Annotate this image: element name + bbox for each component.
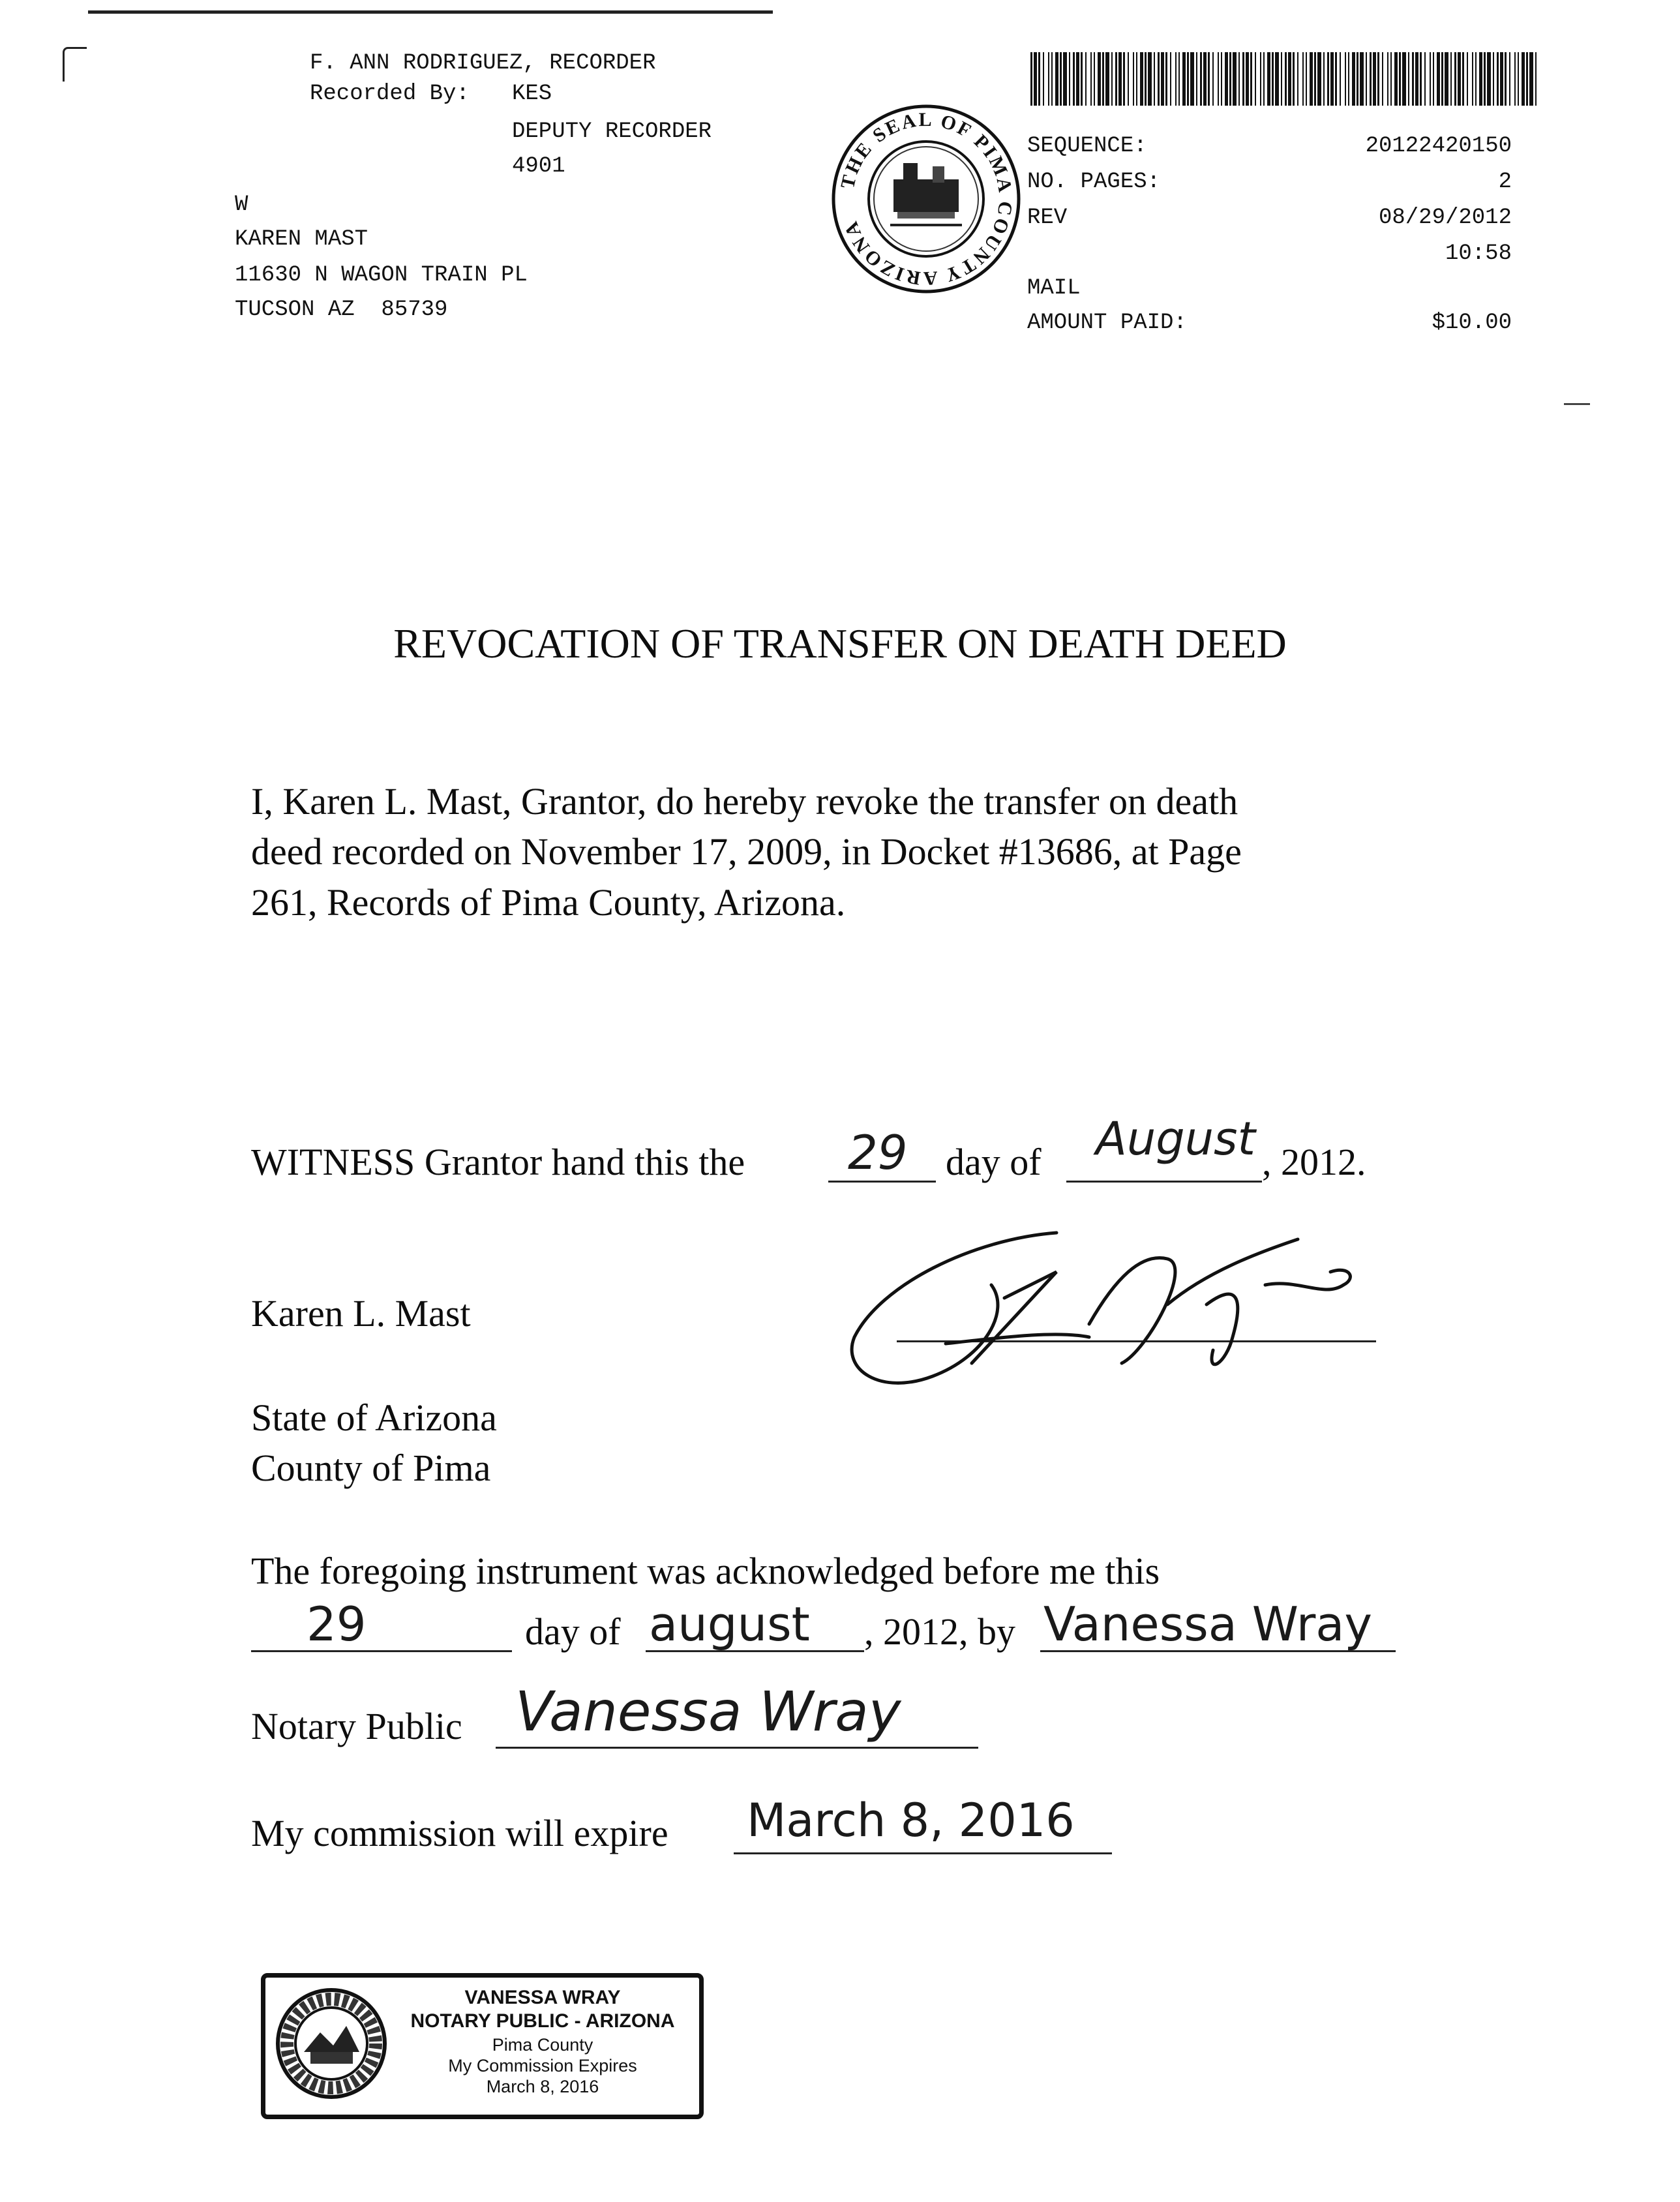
barcode-bar: [1415, 52, 1418, 106]
ack-year-by: , 2012, by: [864, 1610, 1015, 1653]
barcode-bar: [1387, 52, 1388, 106]
barcode-bar: [1288, 52, 1291, 106]
county-line: County of Pima: [251, 1447, 491, 1489]
barcode-bar: [1458, 52, 1461, 106]
barcode-bar: [1187, 52, 1189, 106]
amount-label: AMOUNT PAID:: [1027, 310, 1187, 335]
amount-value: $10.00: [1432, 310, 1512, 335]
ack-day: 29: [307, 1597, 367, 1652]
barcode-bar: [1115, 52, 1117, 106]
barcode-bar: [1123, 52, 1125, 106]
barcode-bar: [1034, 52, 1037, 106]
scan-mark-corner: [63, 47, 87, 82]
barcode-bar: [1076, 52, 1079, 106]
barcode-bar: [1437, 52, 1440, 106]
barcode-bar: [1420, 52, 1422, 106]
barcode-bar: [1081, 52, 1083, 106]
barcode-bar: [1454, 52, 1456, 106]
mail-name: KAREN MAST: [235, 227, 368, 252]
barcode-bar: [1462, 52, 1464, 106]
barcode-bar: [1043, 52, 1044, 106]
barcode-bar: [1098, 52, 1101, 106]
barcode-bar: [1382, 52, 1383, 106]
witness-day: 29: [848, 1125, 908, 1180]
stamp-county: Pima County: [492, 2035, 593, 2055]
ack-month: august: [649, 1597, 810, 1652]
barcode-bar: [1133, 52, 1134, 106]
barcode-bar: [1229, 52, 1231, 106]
barcode-bar: [1317, 52, 1321, 106]
barcode-bar: [1218, 52, 1219, 106]
witness-month: August: [1096, 1112, 1255, 1166]
barcode-bar: [1302, 52, 1304, 106]
barcode-bar: [1203, 52, 1207, 106]
barcode-bar: [1038, 52, 1040, 106]
barcode-bar: [1069, 52, 1070, 106]
barcode-bar: [1136, 52, 1137, 106]
acknowledgement-line: The foregoing instrument was acknowledged before me this: [251, 1550, 1160, 1592]
barcode-bar: [1327, 52, 1329, 106]
delivery-method: MAIL: [1027, 276, 1081, 301]
barcode-bar: [1063, 52, 1067, 106]
recorder-number: 4901: [512, 154, 565, 179]
witness-prefix: WITNESS Grantor hand this the: [251, 1141, 745, 1183]
barcode-bar: [1352, 52, 1355, 106]
barcode-bar: [1285, 52, 1287, 106]
barcode-bar: [1357, 52, 1358, 106]
pages-label: NO. PAGES:: [1027, 170, 1161, 194]
barcode-bar: [1522, 52, 1525, 106]
mail-code: W: [235, 192, 248, 217]
grantor-signature: [841, 1207, 1376, 1402]
barcode-bar: [1433, 52, 1434, 106]
witness-year: , 2012.: [1262, 1141, 1366, 1183]
barcode-bar: [1390, 52, 1392, 106]
barcode-bar: [1441, 52, 1443, 106]
stamp-expires-date: March 8, 2016: [486, 2077, 599, 2096]
notary-stamp: [261, 1973, 704, 2119]
barcode-bar: [1514, 52, 1516, 106]
rev-label: REV: [1027, 205, 1068, 230]
barcode-bar: [1118, 52, 1122, 106]
scan-mark-top: [88, 10, 773, 14]
arizona-state-seal: [275, 1987, 389, 2101]
barcode-bar: [1158, 52, 1160, 106]
barcode-bar: [1267, 52, 1270, 106]
body-line-1: I, Karen L. Mast, Grantor, do hereby revoke the transfer on death: [251, 780, 1238, 822]
barcode-bar: [1306, 52, 1307, 106]
barcode-bar: [1377, 52, 1379, 106]
mail-city: TUCSON AZ 85739: [235, 297, 448, 322]
barcode-bar: [1487, 52, 1491, 106]
stamp-title: NOTARY PUBLIC - ARIZONA: [410, 2010, 675, 2032]
barcode-bar: [1154, 52, 1155, 106]
body-line-3: 261, Records of Pima County, Arizona.: [251, 881, 846, 924]
barcode-bar: [1412, 52, 1414, 106]
barcode-bar: [1479, 52, 1482, 106]
barcode-bar: [1360, 52, 1364, 106]
barcode-bar: [1340, 52, 1341, 106]
barcode-bar: [1260, 52, 1261, 106]
barcode-bar: [1242, 52, 1244, 106]
witness-month-line: [1066, 1181, 1262, 1183]
barcode-bar: [1535, 52, 1537, 106]
sequence-value: 20122420150: [1365, 134, 1512, 158]
barcode-bar: [1484, 52, 1486, 106]
barcode-bar: [1051, 52, 1053, 106]
barcode-bar: [1275, 52, 1279, 106]
stamp-expires-label: My Commission Expires: [448, 2056, 637, 2075]
barcode-bar: [1212, 52, 1214, 106]
barcode-bar: [1408, 52, 1409, 106]
barcode-bar: [1094, 52, 1095, 106]
barcode-bar: [1030, 52, 1032, 106]
barcode-bar: [1190, 52, 1194, 106]
barcode-bar: [1208, 52, 1210, 106]
pages-value: 2: [1498, 170, 1512, 194]
barcode-bar: [1178, 52, 1180, 106]
barcode-bar: [1500, 52, 1503, 106]
barcode-bar: [1509, 52, 1510, 106]
notary-public-label: Notary Public: [251, 1705, 462, 1747]
barcode-bar: [1255, 52, 1256, 106]
barcode-bar: [1161, 52, 1164, 106]
barcode-bar: [1073, 52, 1075, 106]
barcode-bar: [1221, 52, 1222, 106]
barcode-bar: [1238, 52, 1240, 106]
barcode-bar: [1105, 52, 1109, 106]
barcode-bar: [1170, 52, 1171, 106]
barcode-bar: [1182, 52, 1186, 106]
barcode-bar: [1445, 52, 1448, 106]
barcode-bar: [1281, 52, 1282, 106]
recorded-by-value: KES: [512, 82, 552, 106]
barcode-bar: [1330, 52, 1334, 106]
barcode-bar: [1335, 52, 1337, 106]
barcode-bar: [1493, 52, 1494, 106]
witness-day-of: day of: [946, 1141, 1042, 1183]
commission-label: My commission will expire: [251, 1812, 668, 1854]
barcode-bar: [1297, 52, 1298, 106]
barcode-bar: [1175, 52, 1177, 106]
stamp-name: VANESSA WRAY: [464, 1987, 621, 2008]
barcode-bar: [1250, 52, 1252, 106]
barcode-bar: [1140, 52, 1143, 106]
sequence-label: SEQUENCE:: [1027, 134, 1147, 158]
barcode-bar: [1472, 52, 1473, 106]
ack-day-of: day of: [525, 1610, 621, 1653]
barcode-bar: [1225, 52, 1228, 106]
barcode-bar: [1090, 52, 1092, 106]
barcode-bar: [1475, 52, 1477, 106]
barcode-bar: [1424, 52, 1426, 106]
barcode-bar: [1366, 52, 1367, 106]
barcode-bar: [1085, 52, 1087, 106]
state-line: State of Arizona: [251, 1396, 497, 1439]
barcode-bar: [1323, 52, 1325, 106]
barcode-bar: [1430, 52, 1431, 106]
barcode-bar: [1145, 52, 1147, 106]
barcode-bar: [1060, 52, 1062, 106]
document-title: REVOCATION OF TRANSFER ON DEATH DEED: [393, 620, 1287, 667]
recorder-name: F. ANN RODRIGUEZ, RECORDER: [310, 51, 656, 76]
barcode-bar: [1246, 52, 1249, 106]
pima-county-seal: [828, 101, 1024, 297]
barcode-bar: [1272, 52, 1274, 106]
notary-signature: Vanessa Wray: [515, 1680, 901, 1743]
barcode-bar: [1263, 52, 1265, 106]
barcode-bar: [1402, 52, 1406, 106]
barcode: [1030, 52, 1539, 106]
commission-date: March 8, 2016: [747, 1794, 1075, 1847]
barcode-bar: [1233, 52, 1237, 106]
grantor-name: Karen L. Mast: [251, 1292, 471, 1335]
ack-notary-name: Vanessa Wray: [1043, 1597, 1373, 1652]
barcode-bar: [1394, 52, 1398, 106]
barcode-bar: [1148, 52, 1152, 106]
barcode-bar: [1165, 52, 1167, 106]
deputy-recorder-title: DEPUTY RECORDER: [512, 119, 712, 144]
barcode-bar: [1373, 52, 1376, 106]
barcode-bar: [1529, 52, 1533, 106]
barcode-bar: [1399, 52, 1401, 106]
scan-mark-right: [1564, 403, 1590, 405]
mail-street: 11630 N WAGON TRAIN PL: [235, 263, 528, 288]
barcode-bar: [1048, 52, 1049, 106]
barcode-bar: [1526, 52, 1528, 106]
record-time: 10:58: [1445, 241, 1512, 266]
witness-day-line: [828, 1181, 936, 1183]
barcode-bar: [1497, 52, 1499, 106]
barcode-bar: [1293, 52, 1295, 106]
barcode-bar: [1345, 52, 1346, 106]
barcode-bar: [1370, 52, 1372, 106]
barcode-bar: [1200, 52, 1202, 106]
barcode-bar: [1518, 52, 1519, 106]
commission-line: [734, 1852, 1112, 1854]
barcode-bar: [1196, 52, 1197, 106]
barcode-bar: [1348, 52, 1349, 106]
barcode-bar: [1111, 52, 1113, 106]
barcode-bar: [1314, 52, 1316, 106]
barcode-bar: [1450, 52, 1452, 106]
barcode-bar: [1310, 52, 1313, 106]
svg-text:THE SEAL OF PIMA COUNTY ARIZON: THE SEAL OF PIMA COUNTY ARIZONA: [836, 108, 1017, 290]
barcode-bar: [1128, 52, 1129, 106]
body-line-2: deed recorded on November 17, 2009, in Docket #13686, at Page: [251, 830, 1242, 873]
ack-day-line: [251, 1650, 512, 1652]
record-date: 08/29/2012: [1378, 205, 1512, 230]
barcode-bar: [1467, 52, 1468, 106]
barcode-bar: [1055, 52, 1058, 106]
recorded-by-label: Recorded By:: [310, 82, 470, 106]
barcode-bar: [1102, 52, 1104, 106]
notary-signature-line: [496, 1747, 978, 1749]
barcode-bar: [1505, 52, 1507, 106]
